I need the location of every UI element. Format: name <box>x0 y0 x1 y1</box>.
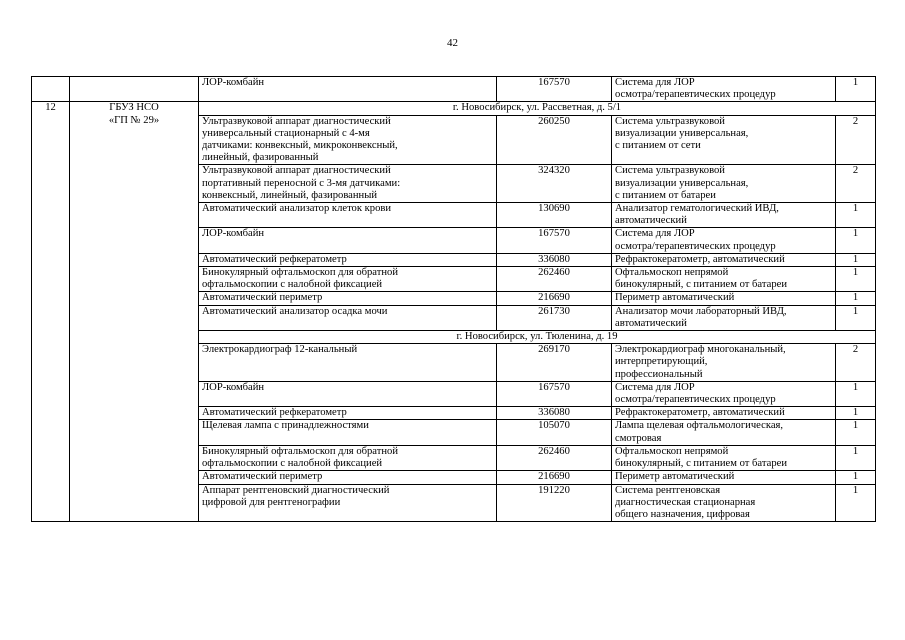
equipment-qty-cell: 2 <box>836 115 876 165</box>
equipment-name-line: Автоматический анализатор клеток крови <box>202 203 392 215</box>
equipment-code-cell: 262460 <box>497 445 612 470</box>
institution-name-cell <box>70 102 199 522</box>
equipment-code-cell: 261730 <box>497 305 612 330</box>
equipment-qty-cell: 2 <box>836 344 876 382</box>
equipment-type-line: Офтальмоскоп непрямой <box>615 445 729 457</box>
equipment-type-line: Периметр автоматический <box>615 471 735 483</box>
equipment-qty-cell: 1 <box>836 484 876 522</box>
equipment-type-line: смотровая <box>615 432 662 444</box>
equipment-type-cell <box>612 115 836 165</box>
equipment-qty-cell: 1 <box>836 267 876 292</box>
equipment-type-line: с питанием от сети <box>615 140 701 152</box>
equipment-type-line: профессиональный <box>615 368 703 380</box>
equipment-name-cell <box>199 484 497 522</box>
equipment-type-line: Система рентгеновская <box>615 484 721 496</box>
equipment-name-cell <box>199 292 497 305</box>
equipment-qty-cell: 2 <box>836 165 876 203</box>
equipment-qty-cell: 1 <box>836 381 876 406</box>
equipment-name-cell <box>199 267 497 292</box>
equipment-type-line: Электрокардиограф многоканальный, <box>615 344 786 356</box>
equipment-name-cell <box>199 115 497 165</box>
equipment-type-cell <box>612 381 836 406</box>
page-number: 42 <box>447 37 458 49</box>
equipment-name-cell <box>199 253 497 266</box>
table-row <box>32 77 876 102</box>
equipment-type-line: с питанием от батареи <box>615 189 716 201</box>
equipment-code-cell: 216690 <box>497 471 612 484</box>
equipment-name-cell <box>199 344 497 382</box>
address-cell: г. Новосибирск, ул. Тюленина, д. 19 <box>199 331 876 344</box>
equipment-table-body <box>32 77 876 522</box>
equipment-type-line: визуализации универсальная, <box>615 127 749 139</box>
equipment-code-cell: 130690 <box>497 203 612 228</box>
equipment-code-cell: 105070 <box>497 420 612 445</box>
equipment-type-cell <box>612 471 836 484</box>
equipment-name-line: Автоматический анализатор осадка мочи <box>202 305 388 317</box>
institution-number-cell: 12 <box>32 102 70 522</box>
equipment-type-cell <box>612 77 836 102</box>
equipment-type-line: автоматический <box>615 215 687 227</box>
equipment-type-line: интерпретирующий, <box>615 356 708 368</box>
equipment-name-cell <box>199 228 497 253</box>
equipment-name-line: ЛОР-комбайн <box>202 381 265 393</box>
equipment-type-line: осмотра/терапевтических процедур <box>615 394 776 406</box>
equipment-name-line: офтальмоскопии с налобной фиксацией <box>202 458 383 470</box>
equipment-type-line: Система для ЛОР <box>615 228 695 240</box>
equipment-name-cell <box>199 445 497 470</box>
equipment-name-line: Автоматический периметр <box>202 471 323 483</box>
equipment-name-line: датчиками: конвексный, микроконвексный, <box>202 140 398 152</box>
institution-name-line: «ГП № 29» <box>108 114 160 126</box>
equipment-name-line: портативный переносной с 3-мя датчиками: <box>202 177 401 189</box>
equipment-type-cell <box>612 420 836 445</box>
equipment-name-cell <box>199 203 497 228</box>
equipment-type-line: визуализации универсальная, <box>615 177 749 189</box>
equipment-name-line: Автоматический рефкератометр <box>202 253 347 265</box>
equipment-name-line: Бинокулярный офтальмоскоп для обратной <box>202 267 399 279</box>
equipment-qty-cell: 1 <box>836 203 876 228</box>
empty-number-cell <box>32 77 70 102</box>
equipment-qty-cell: 1 <box>836 77 876 102</box>
equipment-type-line: бинокулярный, с питанием от батареи <box>615 458 787 470</box>
equipment-type-line: осмотра/терапевтических процедур <box>615 89 776 101</box>
equipment-type-cell <box>612 407 836 420</box>
equipment-type-cell <box>612 305 836 330</box>
equipment-name-line: Щелевая лампа с принадлежностями <box>202 420 369 432</box>
equipment-type-line: Система для ЛОР <box>615 77 695 88</box>
equipment-type-line: автоматический <box>615 317 687 329</box>
equipment-qty-cell: 1 <box>836 471 876 484</box>
equipment-type-line: Периметр автоматический <box>615 292 735 304</box>
equipment-code-cell: 262460 <box>497 267 612 292</box>
equipment-type-line: Офтальмоскоп непрямой <box>615 267 729 279</box>
equipment-name-cell <box>199 420 497 445</box>
equipment-name-cell <box>199 471 497 484</box>
equipment-type-line: Анализатор гематологический ИВД, <box>615 203 779 215</box>
equipment-type-cell <box>612 445 836 470</box>
equipment-name-line: универсальный стационарный с 4-мя <box>202 127 370 139</box>
equipment-name-line: Ультразвуковой аппарат диагностический <box>202 165 391 177</box>
equipment-type-cell <box>612 203 836 228</box>
equipment-name-line: Электрокардиограф 12-канальный <box>202 344 358 356</box>
equipment-name-line: офтальмоскопии с налобной фиксацией <box>202 279 383 291</box>
equipment-code-cell: 324320 <box>497 165 612 203</box>
equipment-name-line: Ультразвуковой аппарат диагностический <box>202 115 391 127</box>
address-cell: г. Новосибирск, ул. Рассветная, д. 5/1 <box>199 102 876 115</box>
equipment-qty-cell: 1 <box>836 445 876 470</box>
equipment-name-cell <box>199 407 497 420</box>
equipment-type-line: диагностическая стационарная <box>615 496 756 508</box>
equipment-table <box>31 76 876 522</box>
equipment-qty-cell: 1 <box>836 228 876 253</box>
equipment-code-cell: 167570 <box>497 228 612 253</box>
equipment-qty-cell: 1 <box>836 407 876 420</box>
equipment-name-cell <box>199 77 497 102</box>
equipment-type-cell <box>612 253 836 266</box>
equipment-name-line: Аппарат рентгеновский диагностический <box>202 484 390 496</box>
equipment-type-line: Система ультразвуковой <box>615 115 725 127</box>
equipment-code-cell: 260250 <box>497 115 612 165</box>
equipment-type-cell <box>612 165 836 203</box>
equipment-qty-cell: 1 <box>836 420 876 445</box>
equipment-qty-cell: 1 <box>836 292 876 305</box>
equipment-code-cell: 336080 <box>497 407 612 420</box>
equipment-code-cell: 216690 <box>497 292 612 305</box>
equipment-name-line: ЛОР-комбайн <box>202 77 265 88</box>
equipment-type-line: осмотра/терапевтических процедур <box>615 240 776 252</box>
equipment-name-line: линейный, фазированный <box>202 152 319 164</box>
equipment-name-line: цифровой для рентгенографии <box>202 496 341 508</box>
equipment-name-cell <box>199 305 497 330</box>
equipment-type-cell <box>612 267 836 292</box>
equipment-type-line: Рефрактокератометр, автоматический <box>615 253 785 265</box>
equipment-name-cell <box>199 165 497 203</box>
equipment-name-cell <box>199 381 497 406</box>
address-row <box>32 102 876 115</box>
equipment-code-cell: 269170 <box>497 344 612 382</box>
equipment-name-line: Бинокулярный офтальмоскоп для обратной <box>202 445 399 457</box>
equipment-type-cell <box>612 484 836 522</box>
equipment-type-cell <box>612 228 836 253</box>
equipment-type-line: бинокулярный, с питанием от батареи <box>615 279 787 291</box>
equipment-type-line: Рефрактокератометр, автоматический <box>615 407 785 419</box>
empty-organization-cell <box>70 77 199 102</box>
equipment-qty-cell: 1 <box>836 253 876 266</box>
equipment-type-line: Лампа щелевая офтальмологическая, <box>615 420 784 432</box>
equipment-type-line: Система для ЛОР <box>615 381 695 393</box>
equipment-code-cell: 336080 <box>497 253 612 266</box>
equipment-type-cell <box>612 344 836 382</box>
equipment-code-cell: 191220 <box>497 484 612 522</box>
equipment-name-line: ЛОР-комбайн <box>202 228 265 240</box>
equipment-type-line: Система ультразвуковой <box>615 165 725 177</box>
equipment-name-line: конвексный, линейный, фазированный <box>202 189 378 201</box>
equipment-qty-cell: 1 <box>836 305 876 330</box>
equipment-type-line: общего назначения, цифровая <box>615 508 750 520</box>
equipment-name-line: Автоматический периметр <box>202 292 323 304</box>
equipment-name-line: Автоматический рефкератометр <box>202 407 347 419</box>
equipment-code-cell: 167570 <box>497 77 612 102</box>
institution-name-line: ГБУЗ НСО <box>109 102 159 114</box>
equipment-type-cell <box>612 292 836 305</box>
equipment-type-line: Анализатор мочи лабораторный ИВД, <box>615 305 787 317</box>
equipment-code-cell: 167570 <box>497 381 612 406</box>
